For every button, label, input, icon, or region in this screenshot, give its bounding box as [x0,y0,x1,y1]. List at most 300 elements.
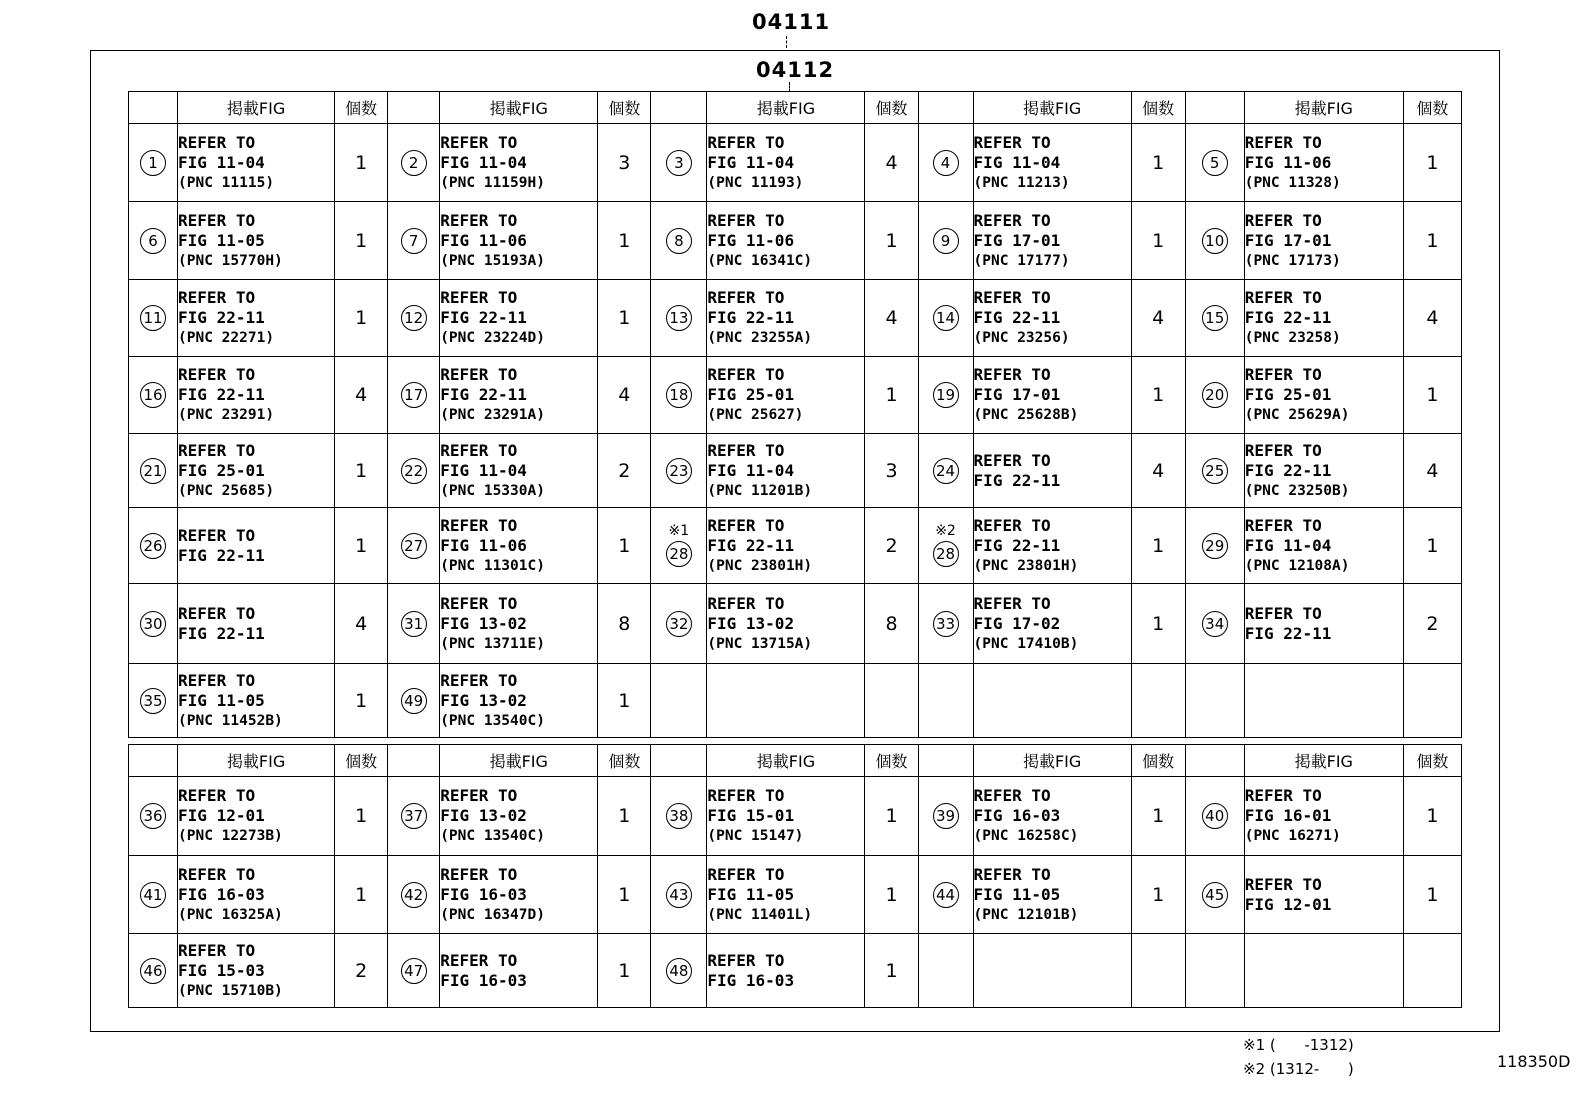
fig-reference-cell [1244,508,1403,584]
pnc-code: (PNC 11213) [973,174,1070,191]
quantity-cell [1131,664,1185,738]
quantity-cell [865,280,918,357]
fig-number: FIG 13-02 [707,613,795,633]
pnc-code: (PNC 15770H) [178,252,283,269]
circled-ref-number: 4 [933,150,959,176]
quantity-value: 1 [885,959,898,982]
refer-to-label: REFER TO [973,864,1051,884]
ref-number-cell [388,934,440,1008]
table-row [129,280,1462,357]
refer-to-label: REFER TO [440,670,518,690]
header-num-cell [1185,745,1244,777]
ref-number-cell [1185,584,1244,664]
ref-number-cell [129,202,178,280]
table-row [129,124,1462,202]
ref-number-cell [1185,124,1244,202]
quantity-cell [1131,357,1185,434]
refer-to-label: REFER TO [973,786,1051,805]
ref-number-cell [129,434,178,508]
pnc-code: (PNC 16271) [1244,828,1341,844]
fig-number: FIG 11-04 [707,152,795,172]
quantity-value: 4 [1426,459,1439,482]
header-fig: 掲載FIG [1244,92,1403,124]
circled-ref-number: 20 [1202,382,1228,408]
fig-number: FIG 22-11 [973,470,1061,490]
circled-ref-number: 6 [140,228,166,254]
header-fig: 掲載FIG [973,92,1131,124]
header-num-cell [651,92,707,124]
fig-number: FIG 11-04 [1244,535,1332,555]
pnc-code: (PNC 11401L) [707,906,813,923]
refer-to-label: REFER TO [178,132,256,152]
quantity-value: 1 [618,805,631,827]
quantity-value: 4 [355,384,368,406]
fig-reference-cell [707,664,865,738]
fig-number: FIG 13-02 [440,613,527,633]
refer-to-label: REFER TO [178,440,256,460]
circled-ref-number: 16 [140,382,166,408]
header-fig: 掲載FIG [178,92,335,124]
header-fig: 掲載FIG [1244,745,1403,777]
fig-reference-cell [440,434,598,508]
header-num-cell [388,745,440,777]
fig-reference-cell [440,856,598,934]
quantity-cell [335,664,388,738]
pnc-code: (PNC 23801H) [973,557,1079,574]
ref-number-cell [651,777,707,856]
fig-reference-cell [178,777,335,856]
fig-reference-cell [973,280,1131,357]
quantity-value: 1 [1152,805,1165,827]
pnc-code: (PNC 22271) [178,330,275,346]
quantity-cell [865,508,918,584]
quantity-cell [335,357,388,434]
table-row [129,934,1462,1008]
header-qty: 個数 [1131,92,1185,124]
quantity-cell [865,124,918,202]
circled-ref-number: 46 [140,958,166,984]
circled-ref-number: 44 [933,882,959,908]
fig-reference-cell [440,357,598,434]
fig-reference-cell [1244,584,1403,664]
fig-reference-cell [178,124,335,202]
quantity-value: 1 [1426,883,1439,906]
pnc-code: (PNC 16325A) [178,906,283,923]
ref-number-cell [388,124,440,202]
header-qty: 個数 [335,745,388,777]
fig-number: FIG 11-04 [973,152,1061,172]
quantity-cell [598,434,651,508]
quantity-cell [598,934,651,1008]
fig-reference-cell [973,584,1131,664]
circled-ref-number: 17 [401,382,427,408]
refer-to-label: REFER TO [973,450,1051,470]
circled-ref-number: 5 [1202,150,1228,176]
ref-number-cell [129,934,178,1008]
fig-number: FIG 16-01 [1244,806,1332,825]
quantity-cell [865,777,918,856]
fig-number: FIG 25-01 [707,385,795,404]
refer-to-label: REFER TO [440,210,518,230]
table-row [129,508,1462,584]
header-qty: 個数 [598,92,651,124]
refer-to-label: REFER TO [440,515,518,535]
ref-number-cell [129,777,178,856]
table-row [129,777,1462,856]
refer-to-label: REFER TO [440,593,518,613]
ref-number-cell [918,777,973,856]
fig-number: FIG 11-05 [707,884,795,904]
refer-to-label: REFER TO [1244,132,1322,152]
quantity-value: 3 [885,459,898,482]
outer-assembly-code: 04111 [752,10,831,34]
circled-ref-number: 34 [1202,611,1228,637]
fig-reference-cell [440,934,598,1008]
fig-reference-cell [440,202,598,280]
quantity-cell [335,584,388,664]
pnc-code: (PNC 23250B) [1244,482,1350,499]
pnc-code: (PNC 25628B) [973,407,1079,423]
ref-number-cell [388,357,440,434]
pnc-code: (PNC 11452B) [178,712,283,729]
circled-ref-number: 30 [140,611,166,637]
circled-ref-number: 24 [933,458,959,484]
ref-number-cell [1185,434,1244,508]
table-row [129,202,1462,280]
quantity-value: 1 [1152,229,1165,252]
quantity-cell [598,508,651,584]
fig-number: FIG 22-11 [973,535,1061,555]
pnc-code: (PNC 13711E) [440,635,545,652]
circled-ref-number: 37 [401,803,427,829]
fig-number: FIG 17-02 [973,613,1061,633]
ref-number-cell [388,280,440,357]
ref-number-cell [918,280,973,357]
quantity-value: 1 [355,459,368,482]
ref-number-cell [918,664,973,738]
circled-ref-number: 33 [933,611,959,637]
ref-number-cell [651,357,707,434]
circled-ref-number: 1 [140,150,166,176]
table-row [129,357,1462,434]
ref-number-cell [129,508,178,584]
fig-reference-cell [178,584,335,664]
quantity-cell [1403,508,1461,584]
quantity-cell [1131,434,1185,508]
pnc-code: (PNC 11328) [1244,174,1341,191]
quantity-cell [335,124,388,202]
pnc-code: (PNC 12101B) [973,906,1079,923]
circled-ref-number: 15 [1202,305,1228,331]
fig-number: FIG 22-11 [440,385,527,404]
quantity-value: 1 [355,534,368,557]
quantity-cell [1403,434,1461,508]
quantity-cell [1403,357,1461,434]
circled-ref-number: 49 [401,688,427,714]
refer-to-label: REFER TO [707,288,785,307]
fig-reference-cell [973,934,1131,1008]
fig-number: FIG 16-03 [440,884,527,904]
quantity-cell [865,202,918,280]
header-num-cell [918,745,973,777]
quantity-value: 1 [355,883,368,906]
fig-reference-cell [440,280,598,357]
header-qty: 個数 [865,92,918,124]
parts-table-bottom [128,744,1462,1008]
fig-number: FIG 22-11 [707,535,795,555]
quantity-value: 8 [618,612,631,635]
quantity-cell [598,856,651,934]
ref-number-cell [651,202,707,280]
quantity-cell [1131,280,1185,357]
quantity-cell [1131,934,1185,1008]
footnote-2: ※2 (1312- ) [1243,1060,1354,1078]
header-num-cell [129,92,178,124]
ref-number-cell [388,434,440,508]
circled-ref-number: 14 [933,305,959,331]
refer-to-label: REFER TO [440,365,518,384]
ref-number-cell [388,777,440,856]
fig-number: FIG 16-03 [707,970,795,990]
parts-table-bottom-body [129,777,1462,1008]
refer-to-label: REFER TO [707,440,785,460]
fig-reference-cell [707,434,865,508]
fig-number: FIG 22-11 [1244,308,1332,327]
fig-number: FIG 13-02 [440,806,527,825]
ref-number-cell [651,280,707,357]
quantity-value: 1 [885,805,898,827]
fig-number: FIG 22-11 [707,308,795,327]
circled-ref-number: 27 [401,533,427,559]
refer-to-label: REFER TO [178,940,256,960]
table-row [129,584,1462,664]
circled-ref-number: 31 [401,611,427,637]
quantity-value: 1 [618,959,631,982]
header-num-cell [388,92,440,124]
header-qty: 個数 [1131,745,1185,777]
ref-number-cell [651,664,707,738]
table-row [129,434,1462,508]
circled-ref-number: 39 [933,803,959,829]
pnc-code: (PNC 17173) [1244,252,1341,269]
circled-ref-number: 7 [401,228,427,254]
header-qty: 個数 [865,745,918,777]
pnc-code: (PNC 15193A) [440,252,545,269]
fig-reference-cell [707,934,865,1008]
circled-ref-number: 38 [666,803,692,829]
fig-number: FIG 22-11 [973,308,1061,327]
quantity-cell [865,357,918,434]
quantity-value: 2 [1426,612,1439,635]
pnc-code: (PNC 25627) [707,407,804,423]
refer-to-label: REFER TO [440,786,518,805]
refer-to-label: REFER TO [707,864,785,884]
fig-number: FIG 11-04 [707,460,795,480]
circled-ref-number: 18 [666,382,692,408]
ref-number-cell [388,664,440,738]
quantity-value: 2 [885,534,898,557]
fig-number: FIG 22-11 [178,308,265,327]
quantity-cell [1131,856,1185,934]
ref-number-cell [1185,777,1244,856]
quantity-value: 1 [1426,384,1439,406]
pnc-code: (PNC 15710B) [178,982,283,999]
quantity-value: 2 [355,959,368,982]
fig-reference-cell [973,124,1131,202]
refer-to-label: REFER TO [178,786,256,805]
refer-to-label: REFER TO [973,365,1051,384]
quantity-value: 1 [355,151,368,174]
pnc-code: (PNC 17410B) [973,635,1079,652]
refer-to-label: REFER TO [178,670,256,690]
quantity-cell [335,434,388,508]
refer-to-label: REFER TO [707,786,785,805]
pnc-code: (PNC 12108A) [1244,557,1350,574]
circled-ref-number: 21 [140,458,166,484]
refer-to-label: REFER TO [178,525,256,545]
ref-number-cell [1185,664,1244,738]
header-num-cell [1185,92,1244,124]
circled-ref-number: 25 [1202,458,1228,484]
quantity-cell [865,434,918,508]
fig-number: FIG 11-04 [178,152,265,172]
fig-reference-cell [1244,434,1403,508]
fig-number: FIG 11-06 [1244,152,1332,172]
circled-ref-number: 43 [666,882,692,908]
circled-ref-number: 19 [933,382,959,408]
quantity-value: 4 [885,307,898,329]
circled-ref-number: 9 [933,228,959,254]
fig-reference-cell [440,664,598,738]
ref-number-cell [651,856,707,934]
ref-number-cell [1185,357,1244,434]
quantity-value: 1 [1426,534,1439,557]
pnc-code: (PNC 25685) [178,482,275,499]
circled-ref-number: 13 [666,305,692,331]
refer-to-label: REFER TO [707,210,785,230]
ref-number-cell [651,434,707,508]
fig-reference-cell [707,584,865,664]
header-fig: 掲載FIG [440,745,598,777]
refer-to-label: REFER TO [178,210,256,230]
pnc-code: (PNC 16347D) [440,906,545,923]
quantity-cell [1403,934,1461,1008]
ref-number-cell [651,934,707,1008]
table-row [129,664,1462,738]
pnc-code: (PNC 16341C) [707,252,813,269]
fig-reference-cell [1244,280,1403,357]
fig-number: FIG 17-01 [973,230,1061,250]
quantity-value: 1 [355,229,368,252]
header-num-cell [651,745,707,777]
circled-ref-number: 32 [666,611,692,637]
refer-to-label: REFER TO [973,515,1051,535]
circled-ref-number: 8 [666,228,692,254]
quantity-value: 1 [885,384,898,406]
circled-ref-number: 2 [401,150,427,176]
fig-number: FIG 13-02 [440,690,527,710]
refer-to-label: REFER TO [973,288,1051,307]
circled-ref-number: 47 [401,958,427,984]
header-qty: 個数 [1403,745,1461,777]
circled-ref-number: 22 [401,458,427,484]
fig-number: FIG 11-06 [440,230,527,250]
fig-number: FIG 16-03 [440,970,527,990]
pnc-code: (PNC 17177) [973,252,1070,269]
fig-reference-cell [1244,934,1403,1008]
quantity-value: 8 [885,612,898,635]
quantity-value: 1 [618,689,631,712]
fig-number: FIG 15-03 [178,960,265,980]
fig-reference-cell [440,124,598,202]
quantity-value: 1 [618,534,631,557]
fig-number: FIG 11-05 [178,230,265,250]
quantity-value: 1 [618,307,631,329]
header-fig: 掲載FIG [973,745,1131,777]
refer-to-label: REFER TO [440,440,518,460]
refer-to-label: REFER TO [973,132,1051,152]
quantity-value: 1 [355,307,368,329]
ref-number-cell [129,584,178,664]
quantity-value: 2 [618,459,631,482]
fig-reference-cell [440,777,598,856]
quantity-cell [1403,280,1461,357]
quantity-value: 4 [355,612,368,635]
fig-number: FIG 22-11 [178,385,265,404]
table-row [129,856,1462,934]
footnote-marker: ※2 [935,523,956,539]
refer-to-label: REFER TO [707,132,785,152]
inner-assembly-code: 04112 [756,58,835,82]
refer-to-label: REFER TO [973,593,1051,613]
fig-number: FIG 12-01 [178,806,265,825]
refer-to-label: REFER TO [178,288,256,307]
quantity-value: 1 [1426,229,1439,252]
quantity-value: 1 [1152,384,1165,406]
quantity-cell [865,664,918,738]
refer-to-label: REFER TO [1244,874,1322,894]
quantity-value: 1 [355,689,368,712]
fig-reference-cell [1244,202,1403,280]
header-fig: 掲載FIG [707,745,865,777]
ref-number-cell [918,584,973,664]
header-fig: 掲載FIG [707,92,865,124]
document-id: 118350D [1497,1052,1571,1071]
pnc-code: (PNC 11115) [178,174,275,191]
refer-to-label: REFER TO [1244,515,1322,535]
ref-number-cell [918,124,973,202]
quantity-value: 1 [1152,151,1165,174]
fig-number: FIG 25-01 [178,460,265,480]
circled-ref-number: 36 [140,803,166,829]
ref-number-cell [651,508,707,584]
ref-number-cell [129,357,178,434]
fig-reference-cell [707,124,865,202]
refer-to-label: REFER TO [1244,786,1322,805]
quantity-cell [1403,664,1461,738]
quantity-cell [1131,124,1185,202]
fig-number: FIG 15-01 [707,806,795,825]
refer-to-label: REFER TO [707,593,785,613]
quantity-cell [1403,856,1461,934]
pnc-code: (PNC 25629A) [1244,407,1350,423]
fig-number: FIG 22-11 [178,623,265,643]
quantity-value: 1 [618,883,631,906]
refer-to-label: REFER TO [707,365,785,384]
fig-reference-cell [1244,664,1403,738]
header-qty: 個数 [598,745,651,777]
ref-number-cell [129,856,178,934]
